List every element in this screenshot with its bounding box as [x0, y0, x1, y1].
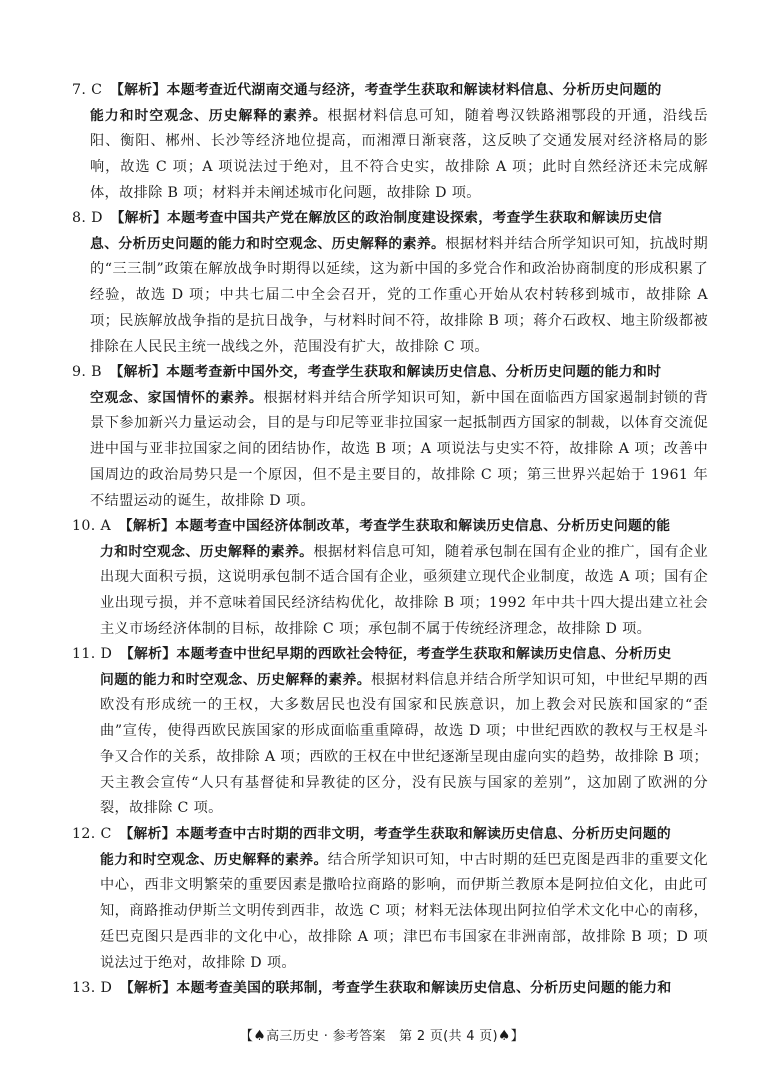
analysis-head-cont: 问题的能力和时空观念、历史解释的素养。: [100, 671, 372, 688]
answer-number: 10. A: [72, 518, 112, 534]
answer-number: 9. B: [72, 364, 102, 380]
answer-item-7-first-line: [72, 78, 708, 104]
answer-item-13: [72, 976, 708, 1002]
answer-item-10: [72, 514, 708, 643]
footer-right-bracket: 】: [510, 1029, 525, 1044]
analysis-head-cont: 能力和时空观念、历史解释的素养。: [90, 107, 328, 124]
answer-item-8: [72, 206, 708, 360]
analysis-body: 结合所学知识可知，中古时期的廷巴克图是西非的重要文化中心，西非文明繁荣的重要因素是撒哈拉商路的影响，而伊斯兰教原本是阿拉伯文化，由此可知，商路推动伊斯兰文明传到西非，故选 C 项；材料无法体现出阿拉伯学术文化中心的南移，廷巴克图只是西非的文化中心，故排除 A 项；津巴布韦国家在非洲南部，故排除 B 项；D 项说法过于绝对，故排除 D 项。: [100, 851, 708, 971]
answer-item-9: [72, 360, 708, 514]
answer-number: 7. C: [72, 82, 103, 98]
answer-item-12-first-line: [72, 822, 708, 848]
answer-number: 11. D: [72, 646, 113, 662]
answer-item-8-first-line: [72, 206, 708, 232]
analysis-head: 【解析】本题考查中国共产党在解放区的政治制度建设探索，考查学生获取和解读历史信: [117, 210, 663, 226]
analysis-head: 【解析】本题考查中世纪早期的西欧社会特征，考查学生获取和解读历史信息、分析历史: [126, 646, 672, 662]
page-footer: [0, 1025, 764, 1044]
spade-icon: ♠: [253, 1028, 267, 1044]
answer-number: 13. D: [72, 980, 113, 996]
answer-item-9-first-line: [72, 360, 708, 386]
answer-item-11-first-line: [72, 642, 708, 668]
analysis-body: 根据材料信息并结合所学知识可知，中世纪早期的西欧没有形成统一的王权，大多数居民也没有国家和民族意识，加上教会对民族和国家的“歪曲”宣传，使得西欧民族国家的形成面临重重障碍，故选 D 项；中世纪西欧的教权与王权是斗争又合作的关系，故排除 A 项；西欧的王权在中世纪逐渐呈现由虚向实的趋势，故排除 B 项；天主教会宣传“人只有基督徒和异教徒的区分，没有民族与国家的差别”，这加剧了欧洲的分裂，故排除 C 项。: [100, 671, 708, 817]
answer-item-11: [72, 642, 708, 822]
answer-item-7: [72, 78, 708, 207]
answer-item-13-first-line: [72, 976, 708, 1002]
analysis-body: 根据材料信息可知，随着粤汉铁路湘鄂段的开通，沿线岳阳、衡阳、郴州、长沙等经济地位提高，而湘潭日渐衰落，这反映了交通发展对经济格局的影响，故选 C 项；A 项说法过于绝对，且不符合史实，故排除 A 项；此时自然经济还未完成解体，故排除 B 项；材料并未阐述城市化问题，故排除 D 项。: [90, 107, 708, 201]
analysis-head: 【解析】本题考查中古时期的西非文明，考查学生获取和解读历史信息、分析历史问题的: [126, 826, 672, 842]
analysis-head: 【解析】本题考查近代湖南交通与经济，考查学生获取和解读材料信息、分析历史问题的: [116, 82, 662, 98]
spade-icon: ♠: [497, 1028, 511, 1044]
analysis-head-cont: 空观念、家国情怀的素养。: [90, 389, 264, 406]
analysis-head-cont: 息、分析历史问题的能力和时空观念、历史解释的素养。: [90, 235, 446, 252]
answer-item-10-first-line: [72, 514, 708, 540]
footer-text: 高三历史 · 参考答案 第 2 页(共 4 页): [266, 1029, 498, 1044]
analysis-head: 【解析】本题考查美国的联邦制，考查学生获取和解读历史信息、分析历史问题的能力和: [126, 980, 672, 996]
answer-number: 8. D: [72, 210, 103, 226]
answer-item-12: [72, 822, 708, 976]
analysis-body: 根据材料并结合所学知识可知，抗战时期的“三三制”政策在解放战争时期得以延续，这为新中国的多党合作和政治协商制度的形成积累了经验，故选 D 项；中共七届二中全会召开，党的工作重心开始从农村转移到城市，故排除 A 项；民族解放战争指的是抗日战争，与材料时间不符，故排除 B 项；蒋介石政权、地主阶级都被排除在人民民主统一战线之外，范围没有扩大，故排除 C 项。: [90, 235, 708, 355]
analysis-head-cont: 能力和时空观念、历史解释的素养。: [100, 851, 328, 868]
analysis-body: 根据材料并结合所学知识可知，新中国在面临西方国家遏制封锁的背景下参加新兴力量运动会，目的是与印尼等亚非拉国家一起抵制西方国家的制裁，以体育交流促进中国与亚非拉国家之间的团结协作，故选 B 项；A 项说法与史实不符，故排除 A 项；改善中国周边的政治局势只是一个原因，但不是主要目的，故排除 C 项；第三世界兴起始于 1961 年不结盟运动的诞生，故排除 D 项。: [90, 389, 708, 509]
analysis-body: 根据材料信息可知，随着承包制在国有企业的推广，国有企业出现大面积亏损，这说明承包制不适合国有企业，亟须建立现代企业制度，故选 A 项；国有企业出现亏损，并不意味着国民经济结构优化，故排除 B 项；1992 年中共十四大提出建立社会主义市场经济体制的目标，故排除 C 项；承包制不属于传统经济理念，故排除 D 项。: [100, 543, 709, 637]
analysis-head: 【解析】本题考查中国经济体制改革，考查学生获取和解读历史信息、分析历史问题的能: [125, 518, 671, 534]
analysis-head-cont: 力和时空观念、历史解释的素养。: [100, 543, 314, 560]
footer-left-bracket: 【: [239, 1029, 254, 1044]
answer-number: 12. C: [72, 826, 112, 842]
analysis-head: 【解析】本题考查新中国外交，考查学生获取和解读历史信息、分析历史问题的能力和时: [116, 364, 662, 380]
